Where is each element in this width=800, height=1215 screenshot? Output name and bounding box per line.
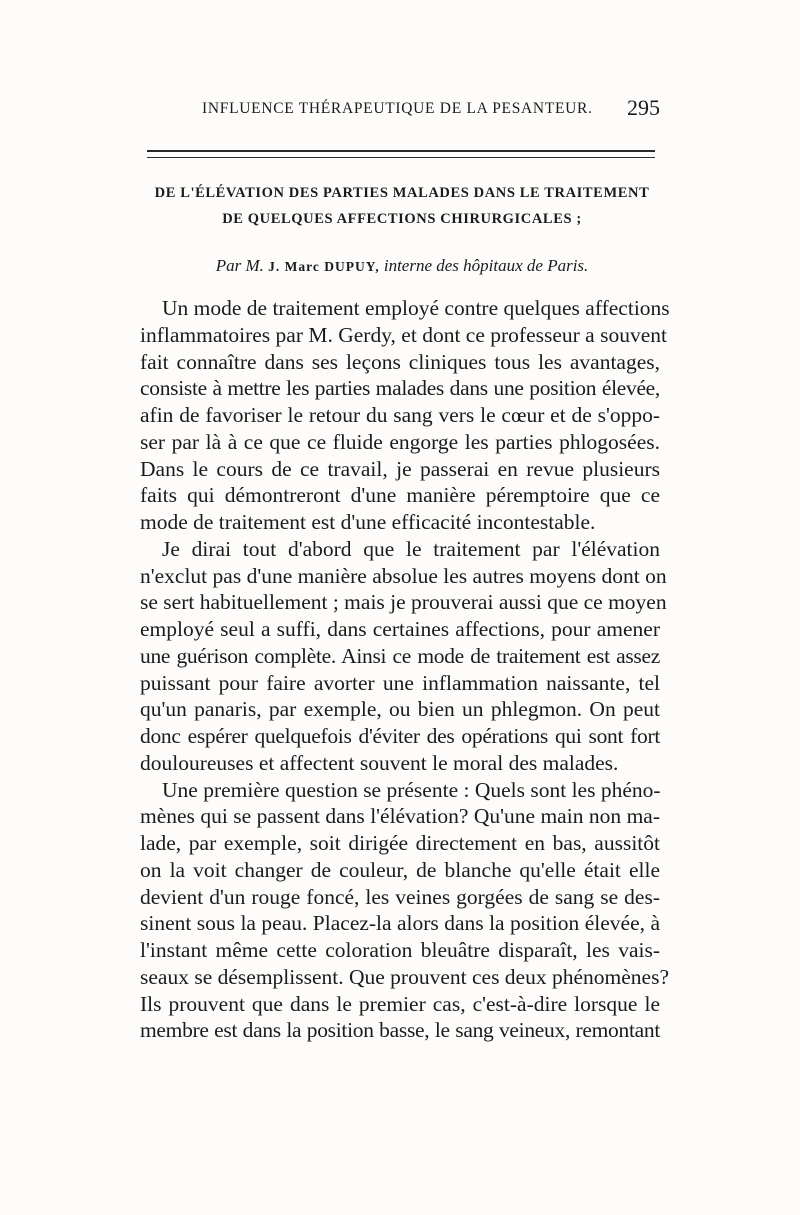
text-line: puissant pour faire avorter une inflammation naissante, tel [140, 670, 660, 695]
text-line: sinent sous la peau. Placez-la alors dans la position élevée, à [140, 911, 660, 936]
byline-author: J. Marc DUPUY, [268, 259, 380, 274]
article-title-line-1: DE L'ÉLÉVATION DES PARTIES MALADES DANS LE TRAITEMENT [154, 185, 650, 201]
text-line: l'instant même cette coloration bleuâtre disparaît, les vais- [140, 938, 660, 962]
text-line: Je dirai tout d'abord que le traitement par l'élévation [162, 536, 660, 561]
text-line: afin de favoriser le retour du sang vers le cœur et de s'oppo- [140, 403, 660, 427]
text-line: n'exclut pas d'une manière absolue les autres moyens dont on [140, 563, 667, 588]
text-line: on la voit changer de couleur, de blanche qu'elle était elle [140, 857, 660, 882]
article-title-line-2: DE QUELQUES AFFECTIONS CHIRURGICALES ; [222, 211, 582, 227]
body-text [140, 295, 670, 1044]
byline-suffix: interne des hôpitaux de Paris. [379, 256, 589, 275]
text-line: membre est dans la position basse, le sang veineux, remontant [140, 1018, 660, 1043]
text-line: se sert habituellement ; mais je prouverai aussi que ce moyen [140, 590, 667, 615]
byline [128, 256, 676, 276]
text-line: Dans le cours de ce travail, je passerai en revue plusieurs [140, 456, 660, 481]
text-line: douloureuses et affectent souvent le moral des malades. [140, 750, 619, 775]
text-line: qu'un panaris, par exemple, ou bien un phlegmon. On peut [140, 697, 660, 722]
header-rule [147, 150, 655, 158]
text-line: consiste à mettre les parties malades dans une position élevée, [140, 376, 660, 401]
text-line: Un mode de traitement employé contre quelques affections [162, 296, 670, 320]
text-line: ser par là à ce que ce fluide engorge les parties phlogosées. [140, 429, 660, 454]
running-title: INFLUENCE THÉRAPEUTIQUE DE LA PESANTEUR. [202, 100, 593, 117]
text-line: faits qui démontreront d'une manière péremptoire que ce [140, 483, 660, 508]
text-line: lade, par exemple, soit dirigée directement en bas, aussitôt [140, 831, 660, 855]
page-number: 295 [627, 95, 660, 120]
text-line: fait connaître dans ses leçons cliniques tous les avantages, [140, 349, 660, 374]
text-line: employé seul a suffi, dans certaines affections, pour amener [140, 617, 660, 641]
text-line: devient d'un rouge foncé, les veines gorgées de sang se des- [140, 884, 660, 909]
text-line: Ils prouvent que dans le premier cas, c'est-à-dire lorsque le [140, 991, 660, 1016]
running-head [180, 96, 660, 126]
byline-prefix: Par M. [215, 256, 269, 275]
text-line: Une première question se présente : Quels sont les phéno- [162, 777, 661, 802]
text-line: donc espérer quelquefois d'éviter des opérations qui sont fort [140, 724, 660, 748]
text-line: mode de traitement est d'une efficacité incontestable. [140, 510, 596, 534]
text-line: seaux se désemplissent. Que prouvent ces deux phénomènes? [140, 964, 669, 989]
text-line: mènes qui se passent dans l'élévation? Qu'une main non ma- [140, 804, 660, 829]
text-line: inflammatoires par M. Gerdy, et dont ce professeur a souvent [140, 322, 667, 347]
text-line: une guérison complète. Ainsi ce mode de traitement est assez [140, 643, 660, 668]
